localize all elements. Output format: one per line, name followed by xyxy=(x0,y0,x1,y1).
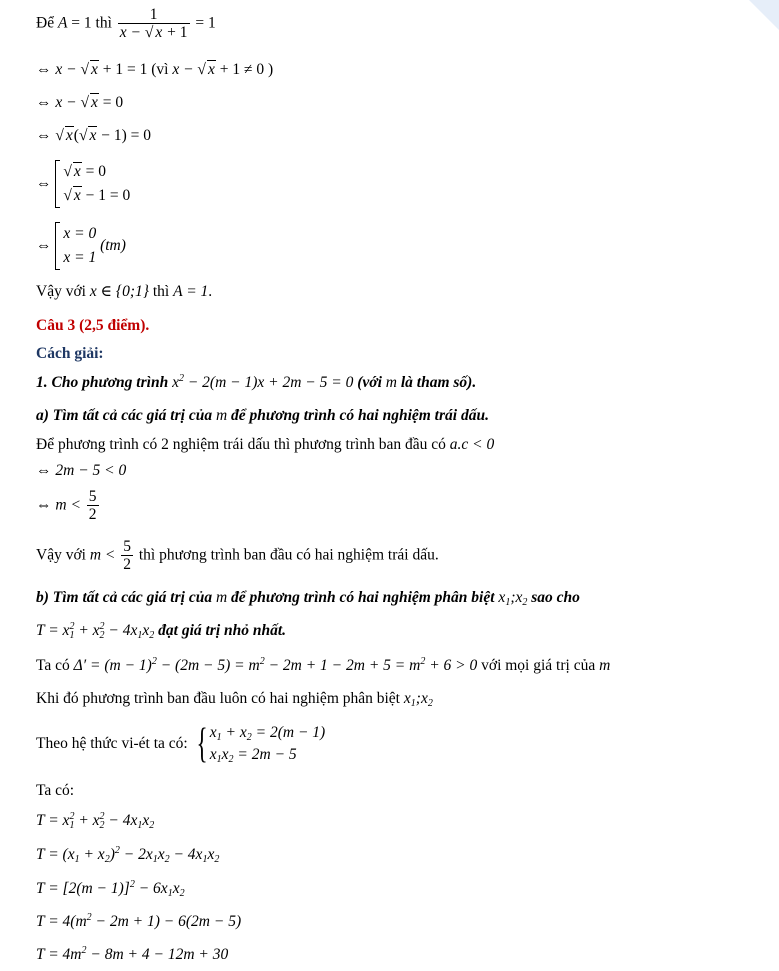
math: m xyxy=(215,589,228,606)
subscript: 1 xyxy=(69,820,75,831)
subscript: 2 xyxy=(246,732,252,743)
subscript: 1 xyxy=(202,854,208,865)
math: T = x xyxy=(36,622,70,639)
text: − 1 = 0 xyxy=(81,187,131,204)
iff-symbol: ⇔ xyxy=(36,496,56,514)
math: x xyxy=(157,846,165,863)
line-conclusion-1 xyxy=(36,282,212,302)
line-equivalence-2 xyxy=(36,93,123,113)
math: x − xyxy=(172,61,198,78)
math: T = [2(m − 1)] xyxy=(36,880,130,897)
line-part-a-conclusion xyxy=(36,538,439,574)
sqrt-icon: √ xyxy=(63,187,72,204)
text: Vậy với xyxy=(36,283,90,300)
numerator: 5 xyxy=(88,488,97,505)
line-T-step-3 xyxy=(36,879,185,899)
superscript: 2 xyxy=(151,656,157,667)
denominator xyxy=(118,23,190,42)
math: − 6x xyxy=(134,880,168,897)
sqrt-icon: √ xyxy=(144,24,154,41)
text: Theo hệ thức vi-ét ta có: xyxy=(36,735,192,752)
math: x − xyxy=(55,61,81,78)
line-T-step-4 xyxy=(36,912,241,932)
sqrt-icon: √ xyxy=(55,127,64,144)
superscript: 2 xyxy=(178,373,184,384)
math: − 4x xyxy=(104,622,138,639)
subscript: 1 xyxy=(167,888,173,899)
bracket-row: x = 1 xyxy=(63,249,97,266)
math: m < xyxy=(89,546,120,564)
subscript: 1 xyxy=(74,854,80,865)
radicand: x xyxy=(155,24,163,41)
math: − 2(m − 1)x + 2m − 5 = 0 xyxy=(183,374,354,391)
denominator: 2 xyxy=(88,506,97,523)
solution-heading: Cách giải: xyxy=(36,345,104,362)
subscript: 2 xyxy=(104,854,110,865)
math: − 2m + 1) − 6(2m − 5) xyxy=(91,913,242,930)
text: = 1 thì xyxy=(67,14,116,32)
text: = 1 xyxy=(191,14,216,32)
iff-symbol: ⇔ xyxy=(36,94,56,111)
superscript: 2 xyxy=(69,621,75,632)
text: Vậy với xyxy=(36,546,90,564)
brace-row xyxy=(210,722,325,744)
iff-symbol: ⇔ xyxy=(36,237,56,254)
bracket-rows xyxy=(63,222,96,270)
bracket-icon xyxy=(55,160,60,208)
math: m xyxy=(215,407,228,424)
bracket-row xyxy=(63,184,130,208)
bracket-system xyxy=(55,222,96,270)
math: − (2m − 5) = m xyxy=(156,657,260,674)
math: T = 4(m xyxy=(36,913,87,930)
subscript: 1 xyxy=(69,630,75,641)
subscript: 2 xyxy=(427,698,433,709)
bracket-rows xyxy=(63,160,130,208)
denominator: 2 xyxy=(123,556,131,573)
superscript: 2 xyxy=(81,945,87,956)
fraction xyxy=(121,538,133,574)
iff-symbol: ⇔ xyxy=(36,127,56,144)
radicand: x xyxy=(90,94,98,111)
math: + x xyxy=(74,622,100,639)
math: + x xyxy=(74,812,100,829)
radicand: x xyxy=(207,61,215,78)
line-equivalence-bracket-2 xyxy=(36,222,126,270)
superscript: 2 xyxy=(114,845,120,856)
subscript: 1 xyxy=(216,732,222,743)
sqrt-icon: √ xyxy=(78,127,88,144)
line-equivalence-bracket-1 xyxy=(36,160,130,208)
math: x xyxy=(403,690,411,707)
text: − 1) = 0 xyxy=(97,127,152,144)
superscript: 2 xyxy=(99,621,105,632)
sqrt-icon: √ xyxy=(80,94,89,111)
math: T = (x xyxy=(36,846,75,863)
subscript: 2 xyxy=(228,754,234,765)
math: + 1 xyxy=(163,24,188,41)
radicand: x xyxy=(73,187,81,204)
math: T = 4m xyxy=(36,946,82,963)
line-T-step-2 xyxy=(36,845,219,865)
text-tm: (tm) xyxy=(96,237,126,254)
subscript: 2 xyxy=(214,854,220,865)
math: A = 1 xyxy=(173,283,209,300)
radicand: x xyxy=(73,163,81,180)
subscript: 1 xyxy=(505,597,511,608)
brace-system xyxy=(192,722,326,766)
math: Δ′ = (m − 1) xyxy=(73,657,152,674)
math: − 8m + 4 − 12m + 30 xyxy=(86,946,229,963)
math: = 2(m − 1) xyxy=(251,724,326,741)
math: x xyxy=(515,589,523,606)
subscript: 2 xyxy=(149,820,155,831)
part-a-statement xyxy=(36,406,489,426)
part-b-expression xyxy=(36,621,286,641)
superscript: 2 xyxy=(129,879,135,890)
math: 2m − 5 < 0 xyxy=(55,462,127,479)
fraction xyxy=(118,6,190,42)
line-part-a-step-1 xyxy=(36,461,126,481)
text: để phương trình có hai nghiệm phân biệt xyxy=(227,589,499,606)
math: m xyxy=(385,374,397,391)
text: a) Tìm tất cả các giá trị của xyxy=(36,407,216,424)
iff-symbol: ⇔ xyxy=(36,462,56,479)
subscript: 2 xyxy=(99,820,105,831)
subscript: 1 xyxy=(137,630,143,641)
sqrt-icon: √ xyxy=(63,163,72,180)
math: ; xyxy=(415,690,421,707)
equation xyxy=(74,657,478,674)
line-equivalence-1 xyxy=(36,60,273,80)
math: ; xyxy=(510,589,516,606)
text: đạt giá trị nhỏ nhất. xyxy=(154,622,287,639)
line-two-distinct-roots xyxy=(36,689,433,709)
text: = 0 xyxy=(98,94,124,111)
subscript: 2 xyxy=(164,854,170,865)
math: x − xyxy=(119,24,145,41)
subscript: 2 xyxy=(99,630,105,641)
radicand: x xyxy=(65,127,73,144)
line-part-a-condition xyxy=(36,435,494,455)
text: 1. Cho phương trình xyxy=(36,374,173,391)
math: x xyxy=(142,812,150,829)
math: ) xyxy=(109,846,115,863)
subscript: 2 xyxy=(149,630,155,641)
sqrt-icon: √ xyxy=(80,61,89,78)
line-discriminant xyxy=(36,656,610,676)
line-T-step-5 xyxy=(36,945,228,965)
math: x xyxy=(142,622,150,639)
line-part-a-step-2 xyxy=(36,488,101,524)
text: (với xyxy=(353,374,386,391)
numerator: 1 xyxy=(149,6,158,23)
radicand: x xyxy=(89,127,97,144)
equation xyxy=(36,622,154,639)
math: x ∈ {0;1} xyxy=(89,283,149,300)
text: thì phương trình ban đầu có hai nghiệm trái dấu. xyxy=(134,546,439,564)
text: Khi đó phương trình ban đầu luôn có hai nghiệm phân biệt xyxy=(36,690,404,707)
text: để phương trình có hai nghiệm trái dấu. xyxy=(227,407,489,424)
subscript: 2 xyxy=(179,888,185,899)
text: với mọi giá trị của xyxy=(477,657,600,674)
brace-row xyxy=(210,744,325,766)
math-A: A xyxy=(57,14,68,32)
math: x xyxy=(172,374,179,391)
text: sao cho xyxy=(527,589,580,606)
part-b-statement xyxy=(36,588,580,608)
math: T = x xyxy=(36,812,70,829)
math: − 4x xyxy=(169,846,203,863)
math: x xyxy=(209,746,217,763)
text: ( xyxy=(73,127,79,144)
math: x xyxy=(209,724,217,741)
math: − 2x xyxy=(119,846,153,863)
math: + x xyxy=(221,724,247,741)
text: b) Tìm tất cả các giá trị của xyxy=(36,589,216,606)
math: a.c < 0 xyxy=(449,436,495,453)
math-roots xyxy=(404,690,433,707)
superscript: 2 xyxy=(99,811,105,822)
superscript: 2 xyxy=(420,656,426,667)
bracket-row xyxy=(63,160,130,184)
text: thì xyxy=(149,283,174,300)
text: = 0 xyxy=(81,163,107,180)
subscript: 1 xyxy=(137,820,143,831)
subscript: 1 xyxy=(410,698,416,709)
math: x xyxy=(420,690,428,707)
text: + 1 ≠ 0 ) xyxy=(215,61,274,78)
corner-decoration xyxy=(749,0,779,30)
math: − 2m + 1 − 2m + 5 = m xyxy=(264,657,421,674)
text: Để phương trình có 2 nghiệm trái dấu thì phương trình ban đầu có xyxy=(36,436,450,453)
text: + 1 = 1 (vì xyxy=(98,61,173,78)
brace-icon: { xyxy=(196,721,208,767)
math: m xyxy=(599,657,611,674)
fraction xyxy=(87,488,99,524)
line-vieta xyxy=(36,722,325,766)
numerator: 5 xyxy=(123,538,131,555)
text: . xyxy=(208,283,213,300)
superscript: 2 xyxy=(86,912,92,923)
math: x xyxy=(221,746,229,763)
math: m < xyxy=(55,496,85,514)
line-equivalence-3 xyxy=(36,126,151,146)
math: − 4x xyxy=(104,812,138,829)
line-T-step-1 xyxy=(36,811,154,831)
bracket-system xyxy=(55,160,130,208)
superscript: 2 xyxy=(69,811,75,822)
sqrt-icon: √ xyxy=(197,61,206,78)
math: x − xyxy=(55,94,81,111)
math: = 2m − 5 xyxy=(233,746,297,763)
superscript: 2 xyxy=(259,656,265,667)
subscript: 1 xyxy=(152,854,158,865)
brace-rows xyxy=(210,722,325,766)
math: x xyxy=(498,589,506,606)
question-3-heading: Câu 3 (2,5 điểm). xyxy=(36,317,150,334)
subscript: 1 xyxy=(216,754,222,765)
math: + x xyxy=(79,846,105,863)
text: là tham số). xyxy=(396,374,477,391)
math: x xyxy=(172,880,180,897)
math-roots xyxy=(498,589,527,606)
text: Ta có xyxy=(36,657,74,674)
iff-symbol: ⇔ xyxy=(36,175,56,192)
problem-1-statement xyxy=(36,373,476,393)
iff-symbol: ⇔ xyxy=(36,61,56,78)
math: x xyxy=(207,846,215,863)
text: Để xyxy=(36,14,58,32)
radicand: x xyxy=(90,61,98,78)
subscript: 2 xyxy=(522,597,528,608)
bracket-row: x = 0 xyxy=(63,225,97,242)
line-condition-a-equals-1 xyxy=(36,6,216,42)
math: + 6 > 0 xyxy=(425,657,478,674)
bracket-icon xyxy=(55,222,60,270)
equation xyxy=(172,374,353,391)
line-ta-co: Ta có: xyxy=(36,782,75,799)
